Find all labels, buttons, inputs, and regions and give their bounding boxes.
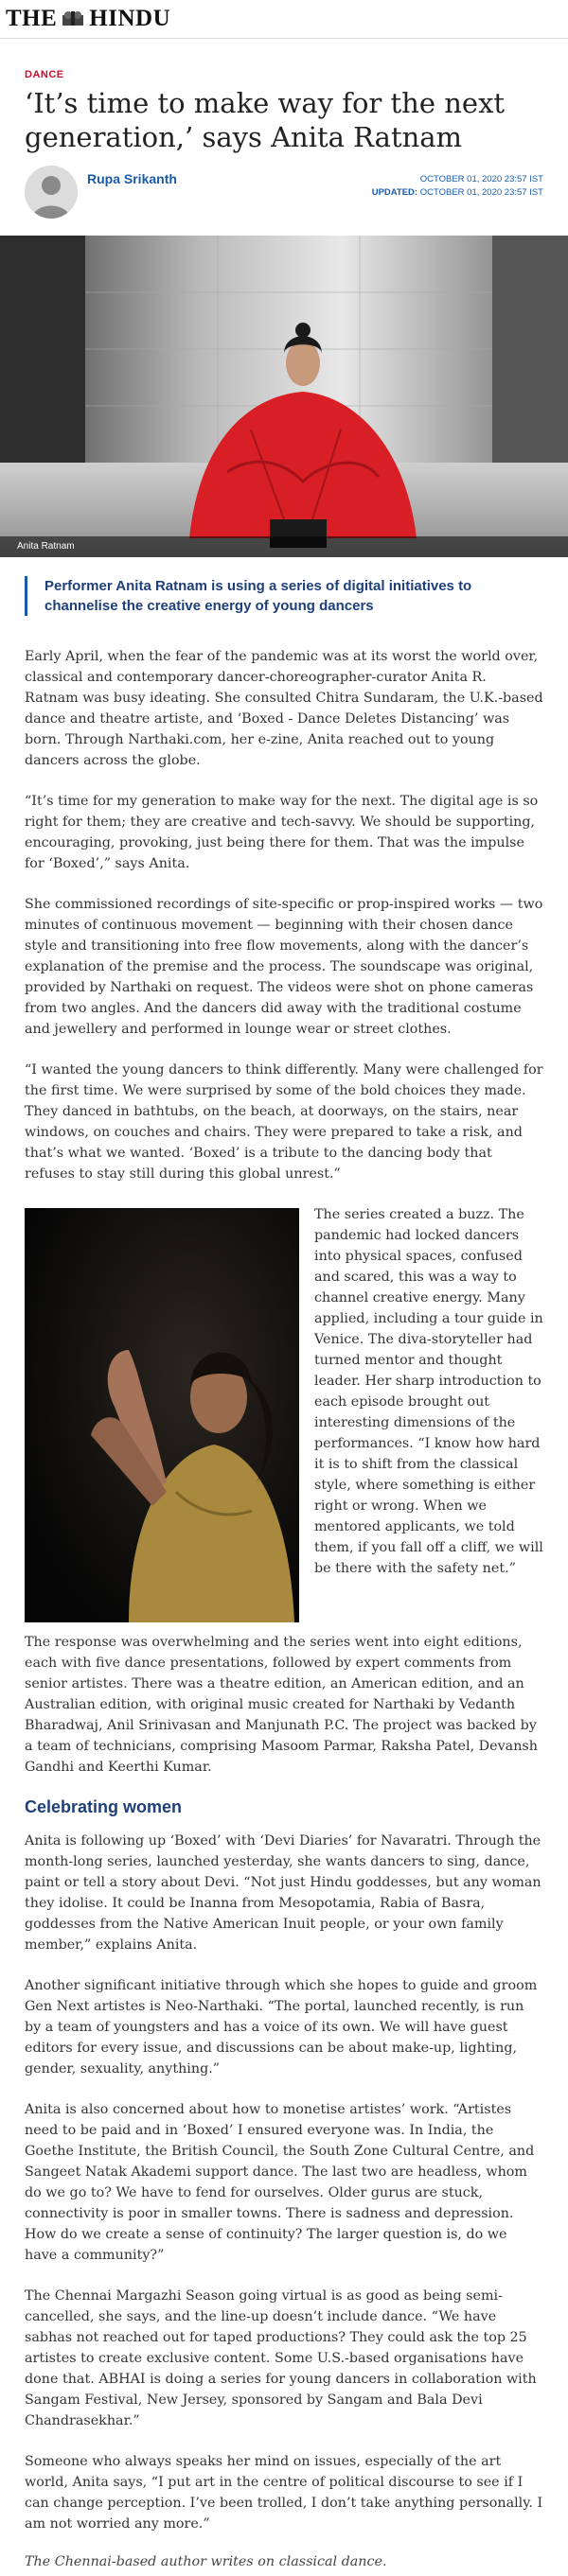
site-logo[interactable] [6,6,170,32]
hero-caption: Anita Ratnam [0,536,568,557]
byline [25,164,543,220]
paragraph: She commissioned recordings of site-specific or prop-inspired works — two minutes of continuous movement — beginning with their chosen dance style and transitioning into free flow movements, along with the dancer’s explanation of the premise and the process. The soundscape was original, provided by Narthaki on request. The videos were shot on phone cameras from two angles. And the dancers did away with the traditional costume and jewellery and performed in lounge wear or street clothes. [25,897,543,1037]
article-summary: Performer Anita Ratnam is using a series of digital initiatives to channelise the creative energy of young dancers [25,576,543,616]
paragraph: Someone who always speaks her mind on issues, especially of the art world, Anita says, “I put art in the centre of political discourse to see if I can change perception. I’ve been trolled, I don’t take anything personally. I am not worried any more.” [25,2454,543,2532]
paragraph: “It’s time for my generation to make way for the next. The digital age is so right for them; they are creative and tech-savvy. We should be supporting, encouraging, provoking, just being there for them. That was the impulse for ‘Boxed’,” says Anita. [25,794,539,871]
crest-icon [61,9,85,28]
updated-label: UPDATED: [371,187,418,198]
article-body [0,646,568,2569]
updated-date: OCTOBER 01, 2020 23:57 IST [419,187,543,198]
paragraph: The response was overwhelming and the series went into eight editions, each with five dance presentations, followed by expert comments from senior artistes. There was a theatre edition, an American edition, and an Australian edition, with original music created for Narthaki by Vedanth Bharadwaj, Anil Srinivasan and Manjunath P.C. The project was backed by a team of technicians, comprising Masoom Parmar, Raksha Patel, Devansh Gandhi and Keerthi Kumar. [25,1635,538,1775]
paragraph: “I wanted the young dancers to think differently. Many were challenged for the first time. We were surprised by some of the bold choices they made. They danced in bathtubs, on the beach, at doorways, on the stairs, near windows, on couches and chairs. They were prepared to take a risk, and that’s what we wanted. ‘Boxed’ is a tribute to the dancing body that refuses to stay still during this global unrest.” [25,1062,543,1182]
avatar-placeholder-icon [25,166,78,219]
section-subhead: Celebrating women [25,1797,183,1816]
masthead [0,0,568,39]
author-avatar [25,166,78,219]
author-note: The Chennai-based author writes on classical dance. [25,2554,387,2569]
article-headline: ‘It’s time to make way for the next generation,’ says Anita Ratnam [25,87,506,153]
section-label[interactable]: DANCE [25,69,64,80]
paragraph: Early April, when the fear of the pandemic was at its worst the world over, classical and contemporary dancer-choreographer-curator Anita R. Ratnam was busy ideating. She consulted Chitra Sundaram, the U.K.-based dance and theatre artiste, and ‘Boxed - Dance Deletes Distancing’ was born. Through Narthaki.com, her e-zine, Anita reached out to young dancers across the globe. [25,649,543,768]
published-date: OCTOBER 01, 2020 23:57 IST [419,174,543,184]
inline-photo [25,1208,299,1622]
hero-image [0,236,568,557]
paragraph: Anita is following up ‘Boxed’ with ‘Devi Diaries’ for Navaratri. Through the month-long series, launched yesterday, she wants dancers to sing, dance, paint or tell a story about Devi. “Not just Hindu goddesses, but any woman they idolise. It could be Inanna from Mesopotamia, Rabia of Basra, goddesses from the Native American Inuit people, or your own family member,” explains Anita. [25,1833,541,1953]
article-dates [372,173,543,200]
dancer-photo [25,1208,299,1622]
author-name[interactable]: Rupa Srikanth [87,171,177,186]
paragraph: The Chennai Margazhi Season going virtual is as good as being semi-cancelled, she says, and the line-up doesn’t include dance. “We have sabhas not reached out for taped productions? They could ask the top 25 artistes to create exclusive content. Some U.S.-based organisations have done that. ABHAI is doing a series for young dancers in collaboration with Sangam Festival, New Jersey, sponsored by Sangam and Bala Devi Chandrasekhar.” [25,2288,537,2428]
paragraph: The series created a buzz. The pandemic had locked dancers into physical spaces, confused and scared, this was a way to channel creative energy. Many applied, including a tour guide in Venice. The diva-storyteller had turned mentor and thought leader. Her sharp introduction to each episode brought out interesting dimensions of the performances. “I know how hard it is to shift from the classical style, where something is either right or wrong. When we mentored applicants, we told them, if you fall off a cliff, we will be there with the safety net.” [314,1207,543,1576]
paragraph: Anita is also concerned about how to monetise artistes’ work. “Artistes need to be paid and in ‘Boxed’ I ensured everyone was. In India, the Goethe Institute, the British Council, the South Zone Cultural Centre, and Sangeet Natak Akademi support dance. The last two are headless, whom do we go to? We have to fend for ourselves. Older gurus are stuck, connectivity is poor in smaller towns. There is sadness and depression. How do we create a sense of continuity? The larger question is, do we have a community?” [25,2102,535,2263]
logo-text-hindu: HINDU [89,6,171,31]
hero-photo [0,236,568,557]
paragraph: Another significant initiative through which she hopes to guide and groom Gen Next artistes is Neo-Narthaki. “The portal, launched recently, is run by a team of youngsters and has a voice of its own. We will have guest editors for every issue, and discussions can be about make-up, lighting, gender, sexuality, anything.” [25,1978,538,2077]
logo-text-the: THE [6,6,58,31]
